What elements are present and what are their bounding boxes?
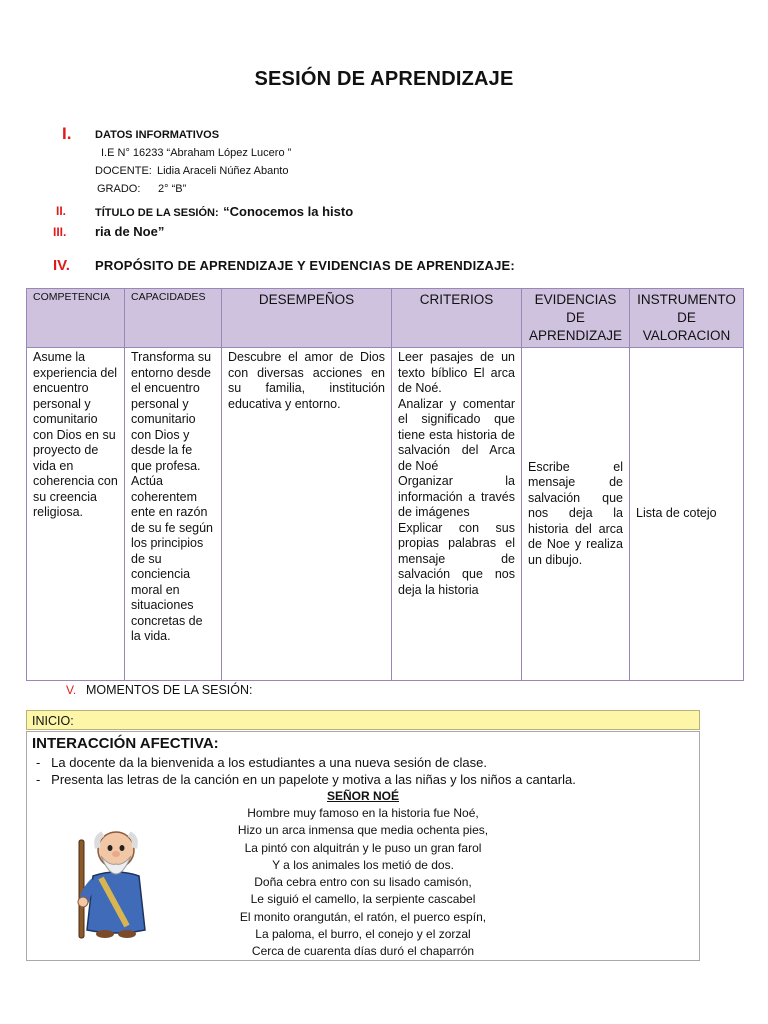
song-title: SEÑOR NOÉ [326,789,399,803]
song-lyrics [187,805,539,961]
cell-evidencias: Escribe el mensaje de salvación que nos deja la historia del arca de Noe y realiza un dibujo. [522,348,630,681]
session-title-row [95,203,353,221]
section-heading-proposito: PROPÓSITO DE APRENDIZAJE Y EVIDENCIAS DE APRENDIZAJE: [95,258,515,273]
grado-label: GRADO: [97,183,141,195]
header-instrumento: INSTRUMENTO DE VALORACION [630,289,744,348]
header-criterios: CRITERIOS [392,289,522,348]
noah-illustration [71,822,161,942]
page-title: SESIÓN DE APRENDIZAJE [254,68,514,90]
session-box [26,731,700,961]
song-line: Hombre muy famoso en la historia fue Noé, [247,806,479,820]
bullet-list [36,754,576,788]
song-line: La paloma, el burro, el conejo y el zorzal [255,927,471,942]
section-number-1: I. [62,124,72,143]
section-heading-datos: DATOS INFORMATIVOS [95,129,220,141]
section-number-2: II. [56,204,67,218]
section-heading-momentos: MOMENTOS DE LA SESIÓN: [86,683,253,697]
cell-desempenos: Descubre el amor de Dios con diversas acciones en su familia, institución educativa y entorno. [222,348,392,681]
song-line: Doña cebra entro con su lisado camisón, [254,875,472,890]
criterio-item: Explicar con sus propias palabras el mensaje de salvación que nos deja la historia [398,520,515,597]
header-competencia: COMPETENCIA [27,289,125,348]
section-number-4: IV. [53,257,70,274]
list-item: - La docente da la bienvenida a los estudiantes a una nueva sesión de clase. [36,755,487,770]
interaccion-heading: INTERACCIÓN AFECTIVA: [32,735,219,752]
session-title-value: “Conocemos la histo [223,204,354,219]
section-number-5: V. [66,683,77,697]
institution-text: I.E N° 16233 “Abraham López Lucero ” [101,147,292,159]
song-line: Hizo un arca inmensa que media ochenta pies, [237,823,489,838]
grado-value: 2° “B” [158,183,187,195]
docente-value: Lidia Araceli Núñez Abanto [157,165,289,177]
session-title-label: TÍTULO DE LA SESIÓN: [95,207,219,219]
cell-capacidades: Transforma su entorno desde el encuentro personal y comunitario con Dios y desde la fe que profesa. Actúa coherentem ente en razón de su fe según los principios de su conciencia moral en situaciones concretas de la vida. [125,348,222,681]
section-number-3: III. [53,225,67,239]
song-line: El monito orangután, el ratón, el puerco espín, [239,909,487,924]
header-desempenos: DESEMPEÑOS [222,289,392,348]
docente-label: DOCENTE: [95,165,152,177]
song-line: Y a los animales los metió de dos. [272,857,454,872]
criterio-item: Organizar la información a través de imágenes [398,474,515,519]
purpose-table [26,288,744,681]
table-row [27,348,744,681]
list-item: - Presenta las letras de la canción en un papelote y motiva a las niñas y los niños a cantarla. [36,772,576,787]
cell-instrumento: Lista de cotejo [630,348,744,681]
criterio-item: Leer pasajes de un texto bíblico El arca de Noé. [398,350,515,395]
session-title-continued: ria de Noe” [95,224,165,239]
song-line: La pintó con alquitrán y le puso un gran farol [244,840,482,855]
song-line: Cerca de cuarenta días duró el chaparrón [251,944,475,959]
table-header-row [27,289,744,348]
header-capacidades: CAPACIDADES [125,289,222,348]
criterio-item: Analizar y comentar el significado que tiene esta historia de salvación del Arca de Noé [398,396,515,473]
song-line: Le siguió el camello, la serpiente cascabel [250,892,476,907]
header-evidencias: EVIDENCIAS DE APRENDIZAJE [522,289,630,348]
cell-competencia: Asume la experiencia del encuentro personal y comunitario con Dios en su proyecto de vida en coherencia con su creencia religiosa. [27,348,125,681]
inicio-label: INICIO: [26,710,700,730]
cell-criterios [392,348,522,681]
